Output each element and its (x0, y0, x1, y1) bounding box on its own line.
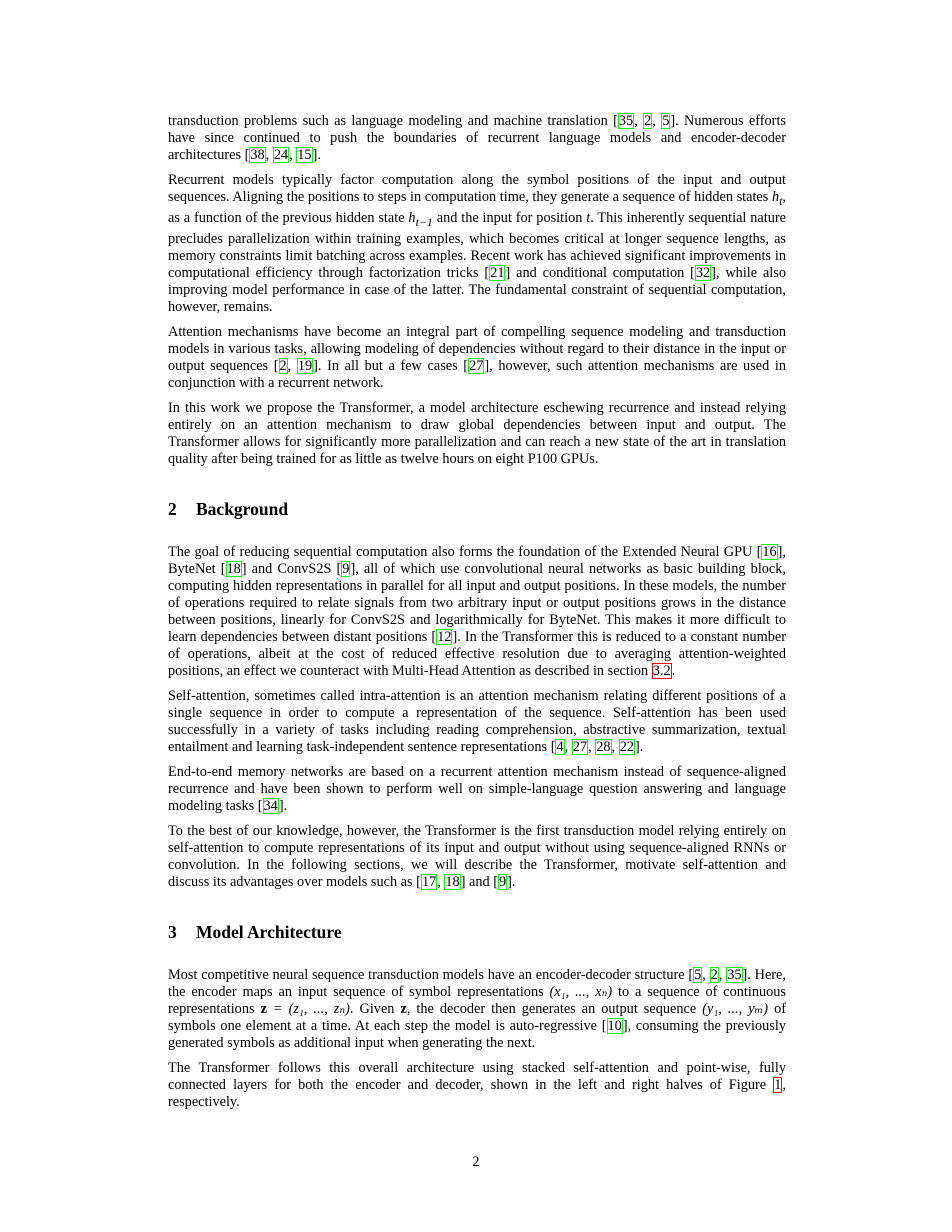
citation-link[interactable]: 24 (273, 147, 289, 163)
paragraph: Attention mechanisms have become an integral part of compelling sequence modeling and transduction models in various tasks, allowing modeling of dependencies without regard to their distance in the input or output sequences [2, 19]. In all but a few cases [27], however, such attention mechanisms are used in conjunction with a recurrent network. (168, 323, 787, 391)
citation-link[interactable]: 12 (437, 628, 452, 645)
section-heading-background: 2 Background (168, 498, 289, 519)
citation-link[interactable]: 32 (695, 264, 711, 281)
citation-link[interactable]: 9 (342, 560, 350, 577)
citation-link[interactable]: 27 (572, 738, 588, 755)
citation-link[interactable]: 2 (279, 357, 287, 374)
citation-link[interactable]: 2 (710, 966, 718, 983)
citation-link[interactable]: 15 (297, 147, 312, 163)
paragraph: Self-attention, sometimes called intra-attention is an attention mechanism relating different positions of a single sequence in order to compute a representation of the sequence. Self-attention has been used successfully in a variety of tasks including reading comprehension, abstractive summarization, textual entailment and learning task-independent sentence representations [4, 27, 28, 22]. (168, 687, 786, 755)
citation-link[interactable]: 4 (556, 738, 564, 755)
paper-body (168, 113, 786, 1119)
citation-link[interactable]: 19 (297, 357, 313, 374)
paragraph: End-to-end memory networks are based on a recurrent attention mechanism instead of sequence-aligned recurrence and have been shown to perform well on simple-language question answering and language modeling tasks [34]. (168, 763, 786, 814)
citation-link[interactable]: 28 (596, 738, 611, 755)
citation-link[interactable]: 18 (445, 873, 460, 890)
citation-link[interactable]: 27 (469, 357, 484, 374)
citation-link[interactable]: 38 (250, 147, 265, 163)
paragraph: The Transformer follows this overall architecture using stacked self-attention and point-wise, fully connected layers for both the encoder and decoder, shown in the left and right halves of Figure 1, respectively. (168, 1059, 786, 1110)
page-number: 2 (472, 1154, 480, 1170)
paragraph: transduction problems such as language modeling and machine translation [35, 2, 5]. Numerous efforts have since continued to push the boundaries of recurrent language models and encoder-decoder architectures [38, 24, 15]. (168, 113, 786, 163)
citation-link[interactable]: 35 (727, 966, 742, 983)
paragraph: In this work we propose the Transformer, a model architecture eschewing recurrence and instead relying entirely on an attention mechanism to draw global dependencies between input and output. The Transformer allows for significantly more parallelization and can reach a new state of the art in translation quality after being trained for as little as twelve hours on eight P100 GPUs. (168, 399, 786, 467)
citation-link[interactable]: 35 (618, 113, 634, 129)
section-heading-model-architecture: 3 Model Architecture (168, 921, 342, 942)
paragraph: Most competitive neural sequence transduction models have an encoder-decoder structure [5, 2, 35]. Here, the encoder maps an input sequence of symbol representations (x₁, ..., xₙ) to a sequence of continuous representations z = (z₁, ..., zₙ). Given z, the decoder then generates an output sequence (y₁, ..., yₘ) of symbols one element at a time. At each step the model is auto-regressive [10], consuming the previously generated symbols as additional input when generating the next. (168, 966, 786, 1051)
citation-link[interactable]: 16 (762, 543, 777, 560)
citation-link[interactable]: 22 (619, 738, 634, 755)
citation-link[interactable]: 2 (644, 113, 652, 129)
citation-link[interactable]: 34 (263, 797, 278, 814)
paragraph: The goal of reducing sequential computation also forms the foundation of the Extended Neural GPU [16], ByteNet [18] and ConvS2S [9], all of which use convolutional neural networks as basic building block, computing hidden representations in parallel for all input and output positions. In these models, the number of operations required to relate signals from two arbitrary input or output positions grows in the distance between positions, linearly for ConvS2S and logarithmically for ByteNet. This makes it more difficult to learn dependencies between distant positions [12]. In the Transformer this is reduced to a constant number of operations, albeit at the cost of reduced effective resolution due to averaging attention-weighted positions, an effect we counteract with Multi-Head Attention as described in section 3.2. (168, 543, 787, 679)
figure-reference-link[interactable]: 1 (774, 1076, 782, 1093)
citation-link[interactable]: 21 (490, 264, 505, 281)
citation-link[interactable]: 18 (226, 560, 241, 577)
paragraph: Recurrent models typically factor computation along the symbol positions of the input and output sequences. Aligning the positions to steps in computation time, they generate a sequence of hidden states $h_t$, as a function of the previous hidden state $h_{t-1}$ and the input for position t. This inherently sequential nature precludes parallelization within training examples, which becomes critical at longer sequence lengths, as memory constraints limit batching across examples. Recent work has achieved significant improvements in computational efficiency through factorization tricks [21] and conditional computation [32], while also improving model performance in case of the latter. The fundamental constraint of sequential computation, however, remains. (168, 172, 786, 315)
section-reference-link[interactable]: 3.2 (652, 662, 671, 679)
paragraph: To the best of our knowledge, however, the Transformer is the first transduction model relying entirely on self-attention to compute representations of its input and output without using sequence-aligned RNNs or convolution. In the following sections, we will describe the Transformer, motivate self-attention and discuss its advantages over models such as [17, 18] and [9]. (168, 822, 786, 890)
citation-link[interactable]: 17 (421, 873, 437, 890)
citation-link[interactable]: 5 (694, 966, 702, 983)
citation-link[interactable]: 10 (607, 1017, 622, 1034)
citation-link[interactable]: 9 (499, 873, 507, 890)
citation-link[interactable]: 5 (662, 113, 670, 129)
